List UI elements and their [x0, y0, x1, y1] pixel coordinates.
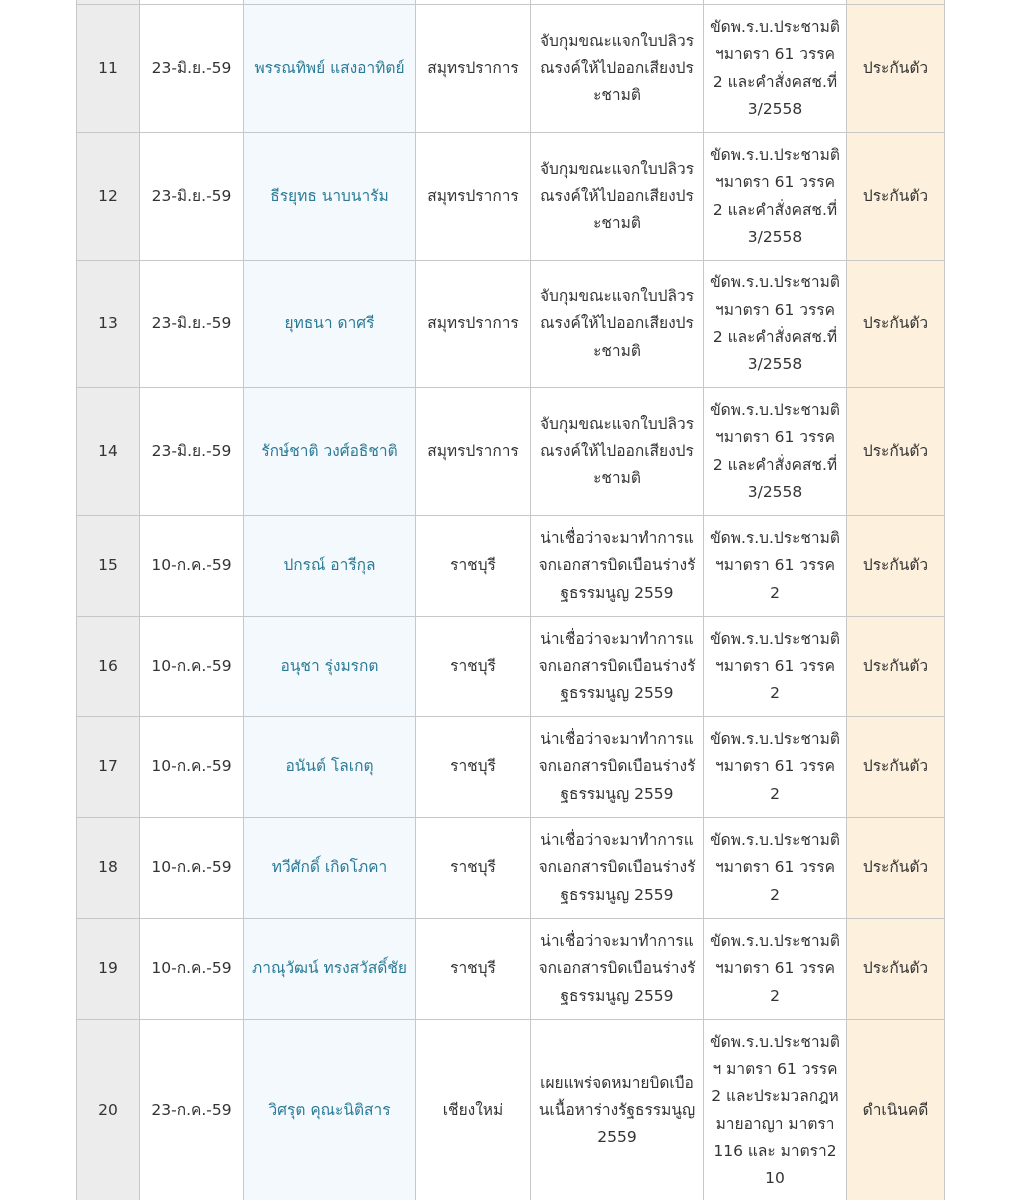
cell-date: 10-ก.ค.-59: [140, 818, 244, 919]
cell-name[interactable]: ปกรณ์ อารีกุล: [244, 516, 416, 617]
cell-status: ประกันตัว: [847, 818, 945, 919]
cell-reason: น่าเชื่อว่าจะมาทำการแจกเอกสารบิดเบือนร่างรัฐธรรมนูญ 2559: [531, 919, 704, 1020]
cell-status: ประกันตัว: [847, 516, 945, 617]
cell-date: 23-มิ.ย.-59: [140, 261, 244, 388]
cell-date: 10-ก.ค.-59: [140, 717, 244, 818]
cell-number: 16: [77, 617, 140, 717]
cell-province: ราชบุรี: [416, 818, 531, 919]
cell-status: ประกันตัว: [847, 919, 945, 1020]
table-row: [77, 919, 945, 1020]
cell-status: ประกันตัว: [847, 388, 945, 516]
cell-province: ราชบุรี: [416, 516, 531, 617]
cell-status: ประกันตัว: [847, 717, 945, 818]
cell-date: 23-มิ.ย.-59: [140, 5, 244, 133]
cell-reason: จับกุมขณะแจกใบปลิวรณรงค์ให้ไปออกเสียงประชามติ: [531, 133, 704, 261]
cell-status: ประกันตัว: [847, 261, 945, 388]
cell-charge: ขัดพ.ร.บ.ประชามติฯมาตรา 61 วรรค 2: [704, 717, 847, 818]
cell-province: สมุทรปราการ: [416, 5, 531, 133]
cell-reason: น่าเชื่อว่าจะมาทำการแจกเอกสารบิดเบือนร่างรัฐธรรมนูญ 2559: [531, 617, 704, 717]
cell-reason: เผยแพร่จดหมายบิดเบือนเนื้อหาร่างรัฐธรรมนูญ 2559: [531, 1020, 704, 1200]
cell-status: ประกันตัว: [847, 133, 945, 261]
table-row: [77, 133, 945, 261]
cell-charge: ขัดพ.ร.บ.ประชามติฯมาตรา 61 วรรค 2: [704, 617, 847, 717]
cell-charge: ขัดพ.ร.บ.ประชามติฯมาตรา 61 วรรค 2 และคำสั่งคสช.ที่3/2558: [704, 388, 847, 516]
cell-charge: ขัดพ.ร.บ.ประชามติฯมาตรา 61 วรรค 2 และคำสั่งคสช.ที่3/2558: [704, 261, 847, 388]
cell-number: 18: [77, 818, 140, 919]
cell-date: 23-มิ.ย.-59: [140, 388, 244, 516]
cell-number: 15: [77, 516, 140, 617]
cell-charge: ขัดพ.ร.บ.ประชามติฯมาตรา 61 วรรค 2 และคำสั่งคสช.ที่3/2558: [704, 5, 847, 133]
cell-date: 10-ก.ค.-59: [140, 516, 244, 617]
cell-name[interactable]: ภาณุวัฒน์ ทรงสวัสดิ์ชัย: [244, 919, 416, 1020]
table-row: [77, 818, 945, 919]
cell-name[interactable]: ยุทธนา ดาศรี: [244, 261, 416, 388]
cell-number: 14: [77, 388, 140, 516]
table-row: [77, 717, 945, 818]
table-row: [77, 388, 945, 516]
cell-name[interactable]: อนันต์ โลเกตุ: [244, 717, 416, 818]
cell-reason: จับกุมขณะแจกใบปลิวรณรงค์ให้ไปออกเสียงประชามติ: [531, 388, 704, 516]
cell-name[interactable]: ธีรยุทธ นาบนารัม: [244, 133, 416, 261]
cell-number: 13: [77, 261, 140, 388]
cell-date: 23-ก.ค.-59: [140, 1020, 244, 1200]
cell-province: สมุทรปราการ: [416, 261, 531, 388]
cell-name[interactable]: อนุชา รุ่งมรกต: [244, 617, 416, 717]
cell-province: ราชบุรี: [416, 717, 531, 818]
cell-date: 10-ก.ค.-59: [140, 919, 244, 1020]
cell-province: สมุทรปราการ: [416, 388, 531, 516]
cell-number: 11: [77, 5, 140, 133]
cell-number: 17: [77, 717, 140, 818]
table-row: [77, 5, 945, 133]
cell-number: 19: [77, 919, 140, 1020]
cell-province: สมุทรปราการ: [416, 133, 531, 261]
cell-reason: จับกุมขณะแจกใบปลิวรณรงค์ให้ไปออกเสียงประชามติ: [531, 261, 704, 388]
cell-status: ประกันตัว: [847, 617, 945, 717]
cell-province: เชียงใหม่: [416, 1020, 531, 1200]
cell-number: 12: [77, 133, 140, 261]
cell-name[interactable]: รักษ์ชาติ วงศ์อธิชาติ: [244, 388, 416, 516]
table-row: [77, 617, 945, 717]
cell-province: ราชบุรี: [416, 919, 531, 1020]
cell-reason: น่าเชื่อว่าจะมาทำการแจกเอกสารบิดเบือนร่างรัฐธรรมนูญ 2559: [531, 818, 704, 919]
table-row: [77, 516, 945, 617]
cell-reason: น่าเชื่อว่าจะมาทำการแจกเอกสารบิดเบือนร่างรัฐธรรมนูญ 2559: [531, 516, 704, 617]
cell-date: 23-มิ.ย.-59: [140, 133, 244, 261]
arrests-table: [76, 0, 945, 1200]
cell-charge: ขัดพ.ร.บ.ประชามติฯมาตรา 61 วรรค 2 และคำสั่งคสช.ที่3/2558: [704, 133, 847, 261]
table-row: [77, 261, 945, 388]
table-body: [77, 0, 945, 1200]
cell-name[interactable]: ทวีศักดิ์ เกิดโภคา: [244, 818, 416, 919]
cell-charge: ขัดพ.ร.บ.ประชามติฯมาตรา 61 วรรค 2: [704, 516, 847, 617]
cell-date: 10-ก.ค.-59: [140, 617, 244, 717]
cell-reason: น่าเชื่อว่าจะมาทำการแจกเอกสารบิดเบือนร่างรัฐธรรมนูญ 2559: [531, 717, 704, 818]
cell-status: ประกันตัว: [847, 5, 945, 133]
cell-charge: ขัดพ.ร.บ.ประชามติฯ มาตรา 61 วรรค 2 และประมวลกฎหมายอาญา มาตรา 116 และ มาตรา210: [704, 1020, 847, 1200]
cell-name[interactable]: วิศรุต คุณะนิติสาร: [244, 1020, 416, 1200]
cell-name[interactable]: พรรณทิพย์ แสงอาทิตย์: [244, 5, 416, 133]
cell-number: 20: [77, 1020, 140, 1200]
cell-province: ราชบุรี: [416, 617, 531, 717]
table-row: [77, 1020, 945, 1200]
cell-reason: จับกุมขณะแจกใบปลิวรณรงค์ให้ไปออกเสียงประชามติ: [531, 5, 704, 133]
cell-status: ดำเนินคดี: [847, 1020, 945, 1200]
cell-charge: ขัดพ.ร.บ.ประชามติฯมาตรา 61 วรรค 2: [704, 919, 847, 1020]
cell-charge: ขัดพ.ร.บ.ประชามติฯมาตรา 61 วรรค 2: [704, 818, 847, 919]
